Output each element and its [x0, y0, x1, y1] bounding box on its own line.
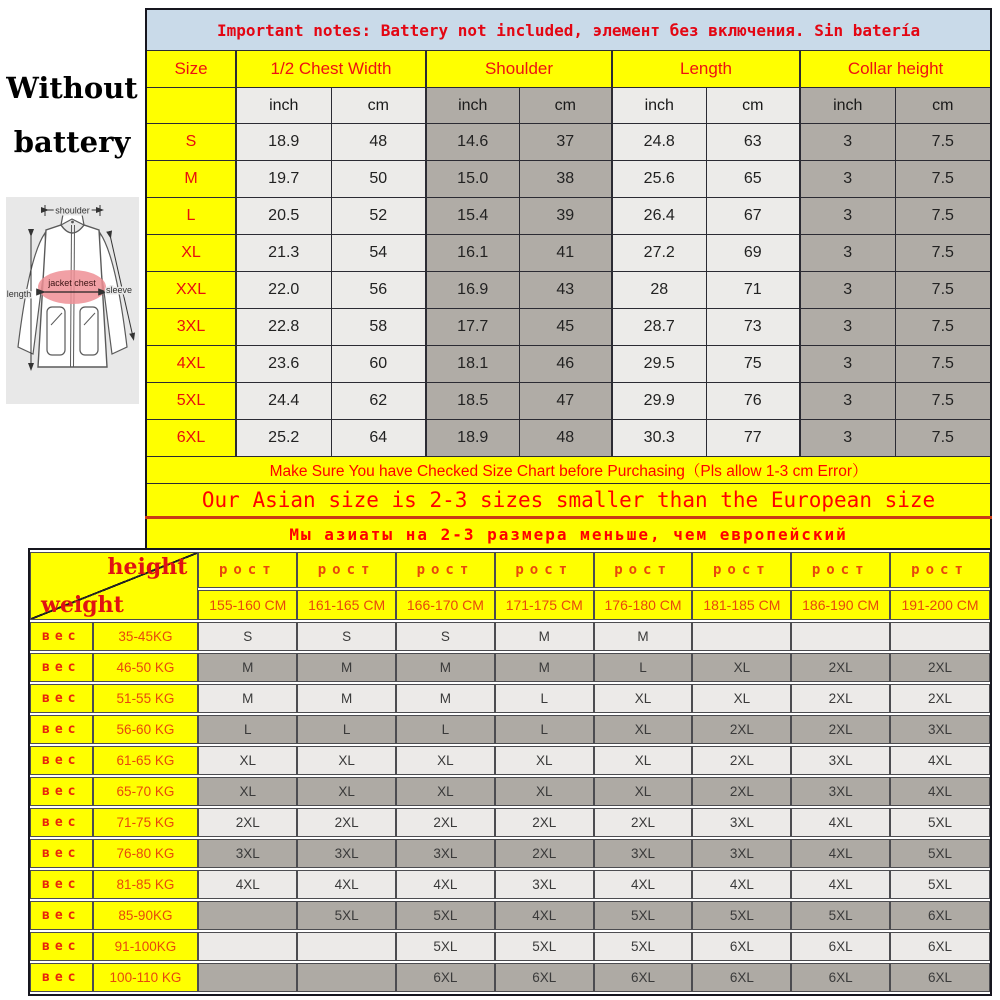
- recommended-size-cell: [198, 932, 297, 961]
- unit-header-cell: inch: [612, 88, 706, 124]
- fit-table-row: [30, 653, 990, 682]
- recommended-size-cell: 4XL: [297, 870, 396, 899]
- recommended-size-cell: [791, 622, 890, 651]
- weight-range-cell: 76-80 KG: [93, 839, 199, 868]
- recommended-size-cell: XL: [396, 746, 495, 775]
- measurement-cell: 3: [800, 198, 895, 235]
- recommended-size-cell: XL: [692, 653, 791, 682]
- fit-table-row: [30, 839, 990, 868]
- recommended-size-cell: 6XL: [594, 963, 693, 992]
- recommended-size-cell: [890, 622, 990, 651]
- ves-label-cell: вес: [30, 901, 93, 930]
- measurement-cell: 43: [519, 272, 612, 309]
- recommended-size-cell: M: [297, 684, 396, 713]
- size-table-row: [146, 272, 991, 309]
- measurement-cell: 3: [800, 272, 895, 309]
- size-chart-table: [145, 8, 992, 552]
- measurement-cell: 56: [331, 272, 426, 309]
- fit-table-row: [30, 715, 990, 744]
- height-range-cell: 155-160 CM: [198, 590, 297, 620]
- measurement-cell: 22.0: [236, 272, 331, 309]
- recommended-size-cell: 2XL: [198, 808, 297, 837]
- measurement-cell: 28: [612, 272, 706, 309]
- size-label-cell: 4XL: [146, 346, 236, 383]
- fit-table-row: [30, 932, 990, 961]
- measurement-cell: 62: [331, 383, 426, 420]
- sleeve-label: sleeve: [105, 285, 133, 295]
- measurement-cell: 16.1: [426, 235, 519, 272]
- recommended-size-cell: M: [495, 653, 594, 682]
- measurement-cell: 18.1: [426, 346, 519, 383]
- size-label-cell: XL: [146, 235, 236, 272]
- measurement-cell: 29.9: [612, 383, 706, 420]
- purchase-note-row: [146, 457, 991, 484]
- recommended-size-cell: 2XL: [890, 653, 990, 682]
- recommended-size-cell: L: [495, 684, 594, 713]
- measurement-cell: 73: [706, 309, 800, 346]
- measurement-cell: 7.5: [895, 420, 991, 457]
- length-label: length: [6, 289, 32, 299]
- recommended-size-cell: XL: [396, 777, 495, 806]
- measurement-cell: 29.5: [612, 346, 706, 383]
- measurement-cell: 47: [519, 383, 612, 420]
- asian-size-note-ru-row: [146, 518, 991, 552]
- fit-table-row: [30, 777, 990, 806]
- ves-label-cell: вес: [30, 932, 93, 961]
- measurement-cell: 7.5: [895, 124, 991, 161]
- recommended-size-cell: [198, 963, 297, 992]
- measurement-cell: 58: [331, 309, 426, 346]
- size-table-row: [146, 161, 991, 198]
- measurement-cell: 46: [519, 346, 612, 383]
- recommended-size-cell: 2XL: [495, 839, 594, 868]
- recommended-size-cell: [297, 932, 396, 961]
- recommended-size-cell: 5XL: [396, 932, 495, 961]
- ves-label-cell: вес: [30, 777, 93, 806]
- unit-header-cell: cm: [895, 88, 991, 124]
- recommended-size-cell: 6XL: [495, 963, 594, 992]
- recommended-size-cell: 2XL: [791, 653, 890, 682]
- recommended-size-cell: [198, 901, 297, 930]
- measurement-cell: 69: [706, 235, 800, 272]
- recommended-size-cell: 5XL: [594, 932, 693, 961]
- measurement-cell: 67: [706, 198, 800, 235]
- recommended-size-cell: 5XL: [495, 932, 594, 961]
- height-weight-fit-table: [28, 548, 992, 996]
- measurement-cell: 3: [800, 383, 895, 420]
- recommended-size-cell: S: [396, 622, 495, 651]
- shoulder-label: shoulder: [55, 205, 90, 216]
- recommended-size-cell: 2XL: [692, 777, 791, 806]
- unit-header-cell: inch: [426, 88, 519, 124]
- recommended-size-cell: 6XL: [692, 963, 791, 992]
- column-header-size: Size: [146, 51, 236, 88]
- recommended-size-cell: 2XL: [791, 715, 890, 744]
- ves-label-cell: вес: [30, 715, 93, 744]
- rost-header-row: [30, 552, 990, 588]
- weight-range-cell: 91-100KG: [93, 932, 199, 961]
- recommended-size-cell: L: [297, 715, 396, 744]
- recommended-size-cell: 3XL: [495, 870, 594, 899]
- measurement-cell: 15.4: [426, 198, 519, 235]
- asian-size-note-ru-text: Мы азиаты на 2-3 размера меньше, чем европейский: [146, 518, 991, 552]
- recommended-size-cell: S: [297, 622, 396, 651]
- recommended-size-cell: 6XL: [396, 963, 495, 992]
- recommended-size-cell: XL: [594, 746, 693, 775]
- recommended-size-cell: 3XL: [791, 777, 890, 806]
- ves-label-cell: вес: [30, 839, 93, 868]
- measurement-cell: 3: [800, 124, 895, 161]
- units-row-corner: [146, 88, 236, 124]
- recommended-size-cell: 4XL: [791, 839, 890, 868]
- measurement-cell: 7.5: [895, 309, 991, 346]
- recommended-size-cell: 2XL: [791, 684, 890, 713]
- purchase-note-text: Make Sure You have Checked Size Chart before Purchasing（Pls allow 1-3 cm Error）: [146, 457, 991, 484]
- size-table-row: [146, 124, 991, 161]
- measurement-cell: 7.5: [895, 198, 991, 235]
- recommended-size-cell: M: [396, 684, 495, 713]
- recommended-size-cell: 6XL: [890, 932, 990, 961]
- weight-range-cell: 85-90KG: [93, 901, 199, 930]
- rost-header-cell: рост: [692, 552, 791, 588]
- ves-label-cell: вес: [30, 746, 93, 775]
- column-header-chest: 1/2 Chest Width: [236, 51, 426, 88]
- size-label-cell: XXL: [146, 272, 236, 309]
- rost-header-cell: рост: [890, 552, 990, 588]
- height-weight-corner-cell: [30, 552, 198, 620]
- weight-range-cell: 46-50 KG: [93, 653, 199, 682]
- fit-table-row: [30, 808, 990, 837]
- weight-range-cell: 65-70 KG: [93, 777, 199, 806]
- weight-range-cell: 56-60 KG: [93, 715, 199, 744]
- measurement-cell: 7.5: [895, 235, 991, 272]
- recommended-size-cell: M: [198, 653, 297, 682]
- measurement-cell: 17.7: [426, 309, 519, 346]
- ves-label-cell: вес: [30, 653, 93, 682]
- size-label-cell: 5XL: [146, 383, 236, 420]
- recommended-size-cell: XL: [198, 746, 297, 775]
- recommended-size-cell: 5XL: [890, 839, 990, 868]
- height-range-cell: 166-170 CM: [396, 590, 495, 620]
- measurement-cell: 48: [519, 420, 612, 457]
- recommended-size-cell: 2XL: [297, 808, 396, 837]
- measurement-cell: 24.4: [236, 383, 331, 420]
- recommended-size-cell: 5XL: [890, 808, 990, 837]
- measurement-cell: 19.7: [236, 161, 331, 198]
- measurement-cell: 22.8: [236, 309, 331, 346]
- height-range-cell: 171-175 CM: [495, 590, 594, 620]
- important-notes-bar: [146, 9, 991, 51]
- measurement-cell: 3: [800, 309, 895, 346]
- measurement-cell: 16.9: [426, 272, 519, 309]
- measurement-cell: 15.0: [426, 161, 519, 198]
- recommended-size-cell: 2XL: [692, 715, 791, 744]
- unit-header-cell: cm: [519, 88, 612, 124]
- recommended-size-cell: 3XL: [692, 839, 791, 868]
- measurement-cell: 23.6: [236, 346, 331, 383]
- rost-header-cell: рост: [198, 552, 297, 588]
- recommended-size-cell: 3XL: [198, 839, 297, 868]
- recommended-size-cell: M: [396, 653, 495, 682]
- recommended-size-cell: 5XL: [890, 870, 990, 899]
- fit-table-row: [30, 901, 990, 930]
- rost-header-cell: рост: [594, 552, 693, 588]
- recommended-size-cell: 6XL: [890, 901, 990, 930]
- size-label-cell: M: [146, 161, 236, 198]
- rost-header-cell: рост: [791, 552, 890, 588]
- recommended-size-cell: M: [297, 653, 396, 682]
- recommended-size-cell: 4XL: [890, 746, 990, 775]
- column-header-length: Length: [612, 51, 800, 88]
- weight-range-cell: 71-75 KG: [93, 808, 199, 837]
- recommended-size-cell: XL: [297, 746, 396, 775]
- recommended-size-cell: L: [594, 653, 693, 682]
- recommended-size-cell: XL: [495, 746, 594, 775]
- recommended-size-cell: 4XL: [890, 777, 990, 806]
- asian-size-note-row: [146, 484, 991, 518]
- measurement-cell: 20.5: [236, 198, 331, 235]
- height-range-cell: 181-185 CM: [692, 590, 791, 620]
- recommended-size-cell: 4XL: [396, 870, 495, 899]
- fit-table-row: [30, 870, 990, 899]
- size-table-row: [146, 420, 991, 457]
- recommended-size-cell: 6XL: [791, 932, 890, 961]
- height-range-cell: 191-200 CM: [890, 590, 990, 620]
- measurement-cell: 76: [706, 383, 800, 420]
- measurement-cell: 7.5: [895, 272, 991, 309]
- weight-label: weight: [41, 592, 124, 618]
- recommended-size-cell: 5XL: [396, 901, 495, 930]
- asian-size-note-text: Our Asian size is 2-3 sizes smaller than the European size: [146, 484, 991, 518]
- recommended-size-cell: 2XL: [890, 684, 990, 713]
- unit-header-cell: inch: [800, 88, 895, 124]
- recommended-size-cell: M: [198, 684, 297, 713]
- ves-label-cell: вес: [30, 870, 93, 899]
- rost-header-cell: рост: [396, 552, 495, 588]
- column-header-shoulder: Shoulder: [426, 51, 612, 88]
- size-table-row: [146, 235, 991, 272]
- unit-header-cell: cm: [331, 88, 426, 124]
- measurement-cell: 38: [519, 161, 612, 198]
- measurement-cell: 26.4: [612, 198, 706, 235]
- measurement-cell: 21.3: [236, 235, 331, 272]
- measurement-cell: 7.5: [895, 383, 991, 420]
- ves-label-cell: вес: [30, 808, 93, 837]
- recommended-size-cell: [692, 622, 791, 651]
- measurement-cell: 41: [519, 235, 612, 272]
- size-table-row: [146, 383, 991, 420]
- fit-table-row: [30, 963, 990, 992]
- size-table-row: [146, 198, 991, 235]
- measurement-cell: 63: [706, 124, 800, 161]
- recommended-size-cell: 3XL: [692, 808, 791, 837]
- measurement-cell: 7.5: [895, 161, 991, 198]
- important-notes-text: Important notes: Battery not included, элемент без включения. Sin batería: [146, 9, 991, 51]
- weight-range-cell: 100-110 KG: [93, 963, 199, 992]
- measurement-cell: 18.5: [426, 383, 519, 420]
- recommended-size-cell: 5XL: [297, 901, 396, 930]
- recommended-size-cell: 4XL: [495, 901, 594, 930]
- size-table-header-row: [146, 51, 991, 88]
- measurement-cell: 50: [331, 161, 426, 198]
- measurement-cell: 48: [331, 124, 426, 161]
- measurement-cell: 3: [800, 235, 895, 272]
- jacket-measurement-diagram: [6, 197, 139, 404]
- recommended-size-cell: 5XL: [791, 901, 890, 930]
- measurement-cell: 14.6: [426, 124, 519, 161]
- measurement-cell: 37: [519, 124, 612, 161]
- recommended-size-cell: XL: [594, 684, 693, 713]
- height-range-cell: 161-165 CM: [297, 590, 396, 620]
- measurement-cell: 45: [519, 309, 612, 346]
- weight-range-cell: 61-65 KG: [93, 746, 199, 775]
- weight-range-cell: 81-85 KG: [93, 870, 199, 899]
- size-table-row: [146, 346, 991, 383]
- recommended-size-cell: XL: [692, 684, 791, 713]
- measurement-cell: 52: [331, 198, 426, 235]
- measurement-cell: 18.9: [236, 124, 331, 161]
- measurement-cell: 39: [519, 198, 612, 235]
- recommended-size-cell: 6XL: [692, 932, 791, 961]
- recommended-size-cell: M: [594, 622, 693, 651]
- fit-table-row: [30, 684, 990, 713]
- measurement-cell: 75: [706, 346, 800, 383]
- rost-header-cell: рост: [297, 552, 396, 588]
- measurement-cell: 77: [706, 420, 800, 457]
- without-battery-label: Without battery: [6, 71, 138, 159]
- recommended-size-cell: 2XL: [692, 746, 791, 775]
- recommended-size-cell: 5XL: [594, 901, 693, 930]
- recommended-size-cell: XL: [198, 777, 297, 806]
- recommended-size-cell: XL: [297, 777, 396, 806]
- recommended-size-cell: 3XL: [594, 839, 693, 868]
- recommended-size-cell: 4XL: [791, 870, 890, 899]
- height-label: height: [107, 554, 188, 580]
- size-label-cell: L: [146, 198, 236, 235]
- unit-header-cell: inch: [236, 88, 331, 124]
- weight-range-cell: 35-45KG: [93, 622, 199, 651]
- measurement-cell: 71: [706, 272, 800, 309]
- chest-label: jacket chest: [48, 278, 96, 288]
- recommended-size-cell: 3XL: [890, 715, 990, 744]
- measurement-cell: 25.2: [236, 420, 331, 457]
- measurement-cell: 18.9: [426, 420, 519, 457]
- measurement-cell: 60: [331, 346, 426, 383]
- measurement-cell: 28.7: [612, 309, 706, 346]
- recommended-size-cell: XL: [594, 715, 693, 744]
- measurement-cell: 27.2: [612, 235, 706, 272]
- recommended-size-cell: [297, 963, 396, 992]
- measurement-cell: 65: [706, 161, 800, 198]
- recommended-size-cell: 2XL: [495, 808, 594, 837]
- recommended-size-cell: 2XL: [396, 808, 495, 837]
- size-label-cell: 6XL: [146, 420, 236, 457]
- ves-label-cell: вес: [30, 684, 93, 713]
- height-range-cell: 186-190 CM: [791, 590, 890, 620]
- ves-label-cell: вес: [30, 963, 93, 992]
- recommended-size-cell: 3XL: [297, 839, 396, 868]
- recommended-size-cell: 3XL: [396, 839, 495, 868]
- height-range-cell: 176-180 CM: [594, 590, 693, 620]
- column-header-collar: Collar height: [800, 51, 991, 88]
- rost-header-cell: рост: [495, 552, 594, 588]
- fit-table-row: [30, 746, 990, 775]
- unit-header-cell: cm: [706, 88, 800, 124]
- recommended-size-cell: M: [495, 622, 594, 651]
- recommended-size-cell: XL: [594, 777, 693, 806]
- recommended-size-cell: 5XL: [692, 901, 791, 930]
- measurement-cell: 54: [331, 235, 426, 272]
- measurement-cell: 7.5: [895, 346, 991, 383]
- recommended-size-cell: 4XL: [791, 808, 890, 837]
- measurement-cell: 3: [800, 161, 895, 198]
- recommended-size-cell: L: [495, 715, 594, 744]
- recommended-size-cell: 4XL: [594, 870, 693, 899]
- recommended-size-cell: 6XL: [791, 963, 890, 992]
- size-label-cell: 3XL: [146, 309, 236, 346]
- recommended-size-cell: S: [198, 622, 297, 651]
- measurement-cell: 24.8: [612, 124, 706, 161]
- size-label-cell: S: [146, 124, 236, 161]
- measurement-cell: 64: [331, 420, 426, 457]
- recommended-size-cell: L: [396, 715, 495, 744]
- size-table-row: [146, 309, 991, 346]
- recommended-size-cell: L: [198, 715, 297, 744]
- measurement-cell: 30.3: [612, 420, 706, 457]
- weight-range-cell: 51-55 KG: [93, 684, 199, 713]
- recommended-size-cell: 6XL: [890, 963, 990, 992]
- measurement-cell: 3: [800, 420, 895, 457]
- fit-table-row: [30, 622, 990, 651]
- recommended-size-cell: 4XL: [198, 870, 297, 899]
- measurement-cell: 25.6: [612, 161, 706, 198]
- units-header-row: [146, 88, 991, 124]
- measurement-cell: 3: [800, 346, 895, 383]
- recommended-size-cell: 3XL: [791, 746, 890, 775]
- recommended-size-cell: 4XL: [692, 870, 791, 899]
- ves-label-cell: вес: [30, 622, 93, 651]
- recommended-size-cell: 2XL: [594, 808, 693, 837]
- recommended-size-cell: XL: [495, 777, 594, 806]
